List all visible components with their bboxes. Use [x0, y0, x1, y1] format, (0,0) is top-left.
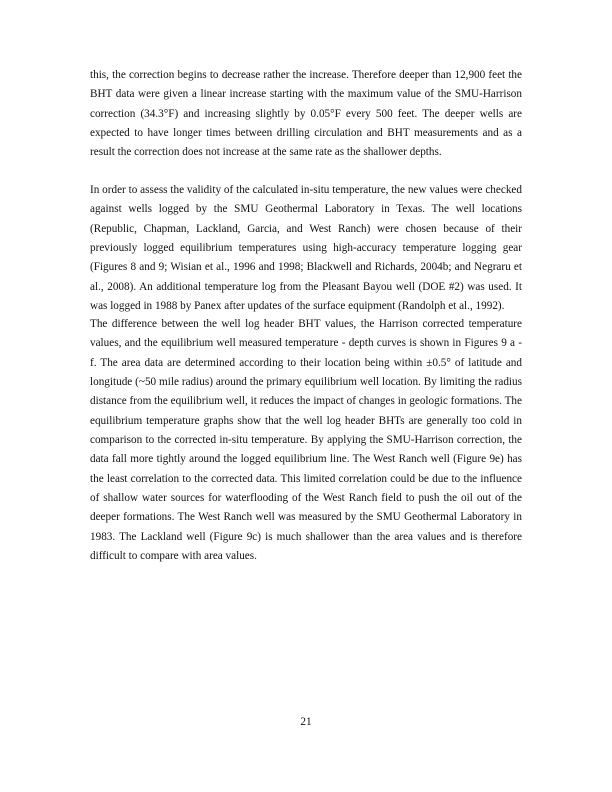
paragraph-temperature-difference: The difference between the well log header BHT values, the Harrison corrected temperature values, and the equilibrium well measured temperature - depth curves is shown in Figures 9 a - f. The area data are determined according to their location being within ±0.5° of latitude and longitude (~50 mile radius) around the primary equilibrium well location. By limiting the radius distance from the equilibrium well, it reduces the impact of changes in geologic formations. The equilibrium temperature graphs show that the well log header BHTs are generally too cold in comparison to the corrected in-situ temperature. By applying the SMU-Harrison correction, the data fall more tightly around the logged equilibrium line. The West Ranch well (Figure 9e) has the least correlation to the corrected data. This limited correlation could be due to the influence of shallow water sources for waterflooding of the West Ranch field to push the oil out of the deeper formations. The West Ranch well was measured by the SMU Geothermal Laboratory in 1983. The Lackland well (Figure 9c) is much shallower than the area values and is therefore difficult to compare with area values.	[90, 318, 522, 563]
paragraph-bht-correction: this, the correction begins to decrease rather the increase. Therefore deeper than 12,900 feet the BHT data were given a linear increase starting with the maximum value of the SMU-Harrison correction (34.3°F) and increasing slightly by 0.05°F every 500 feet. The deeper wells are expected to have longer times between drilling circulation and BHT measurements and as a result the correction does not increase at the same rate as the shallower depths.	[90, 69, 522, 159]
page-number: 21	[300, 716, 312, 728]
paragraph-validity-assessment: In order to assess the validity of the calculated in-situ temperature, the new values were checked against wells logged by the SMU Geothermal Laboratory in Texas. The well locations (Republic, Chapman, Lackland, Garcia, and West Ranch) were chosen because of their previously logged equilibrium temperatures using high-accuracy temperature logging gear (Figures 8 and 9; Wisian et al., 1996 and 1998; Blackwell and Richards, 2004b; and Negraru et al., 2008). An additional temperature log from the Pleasant Bayou well (DOE #2) was used. It was logged in 1988 by Panex after updates of the surface equipment (Randolph et al., 1992).	[90, 184, 522, 313]
